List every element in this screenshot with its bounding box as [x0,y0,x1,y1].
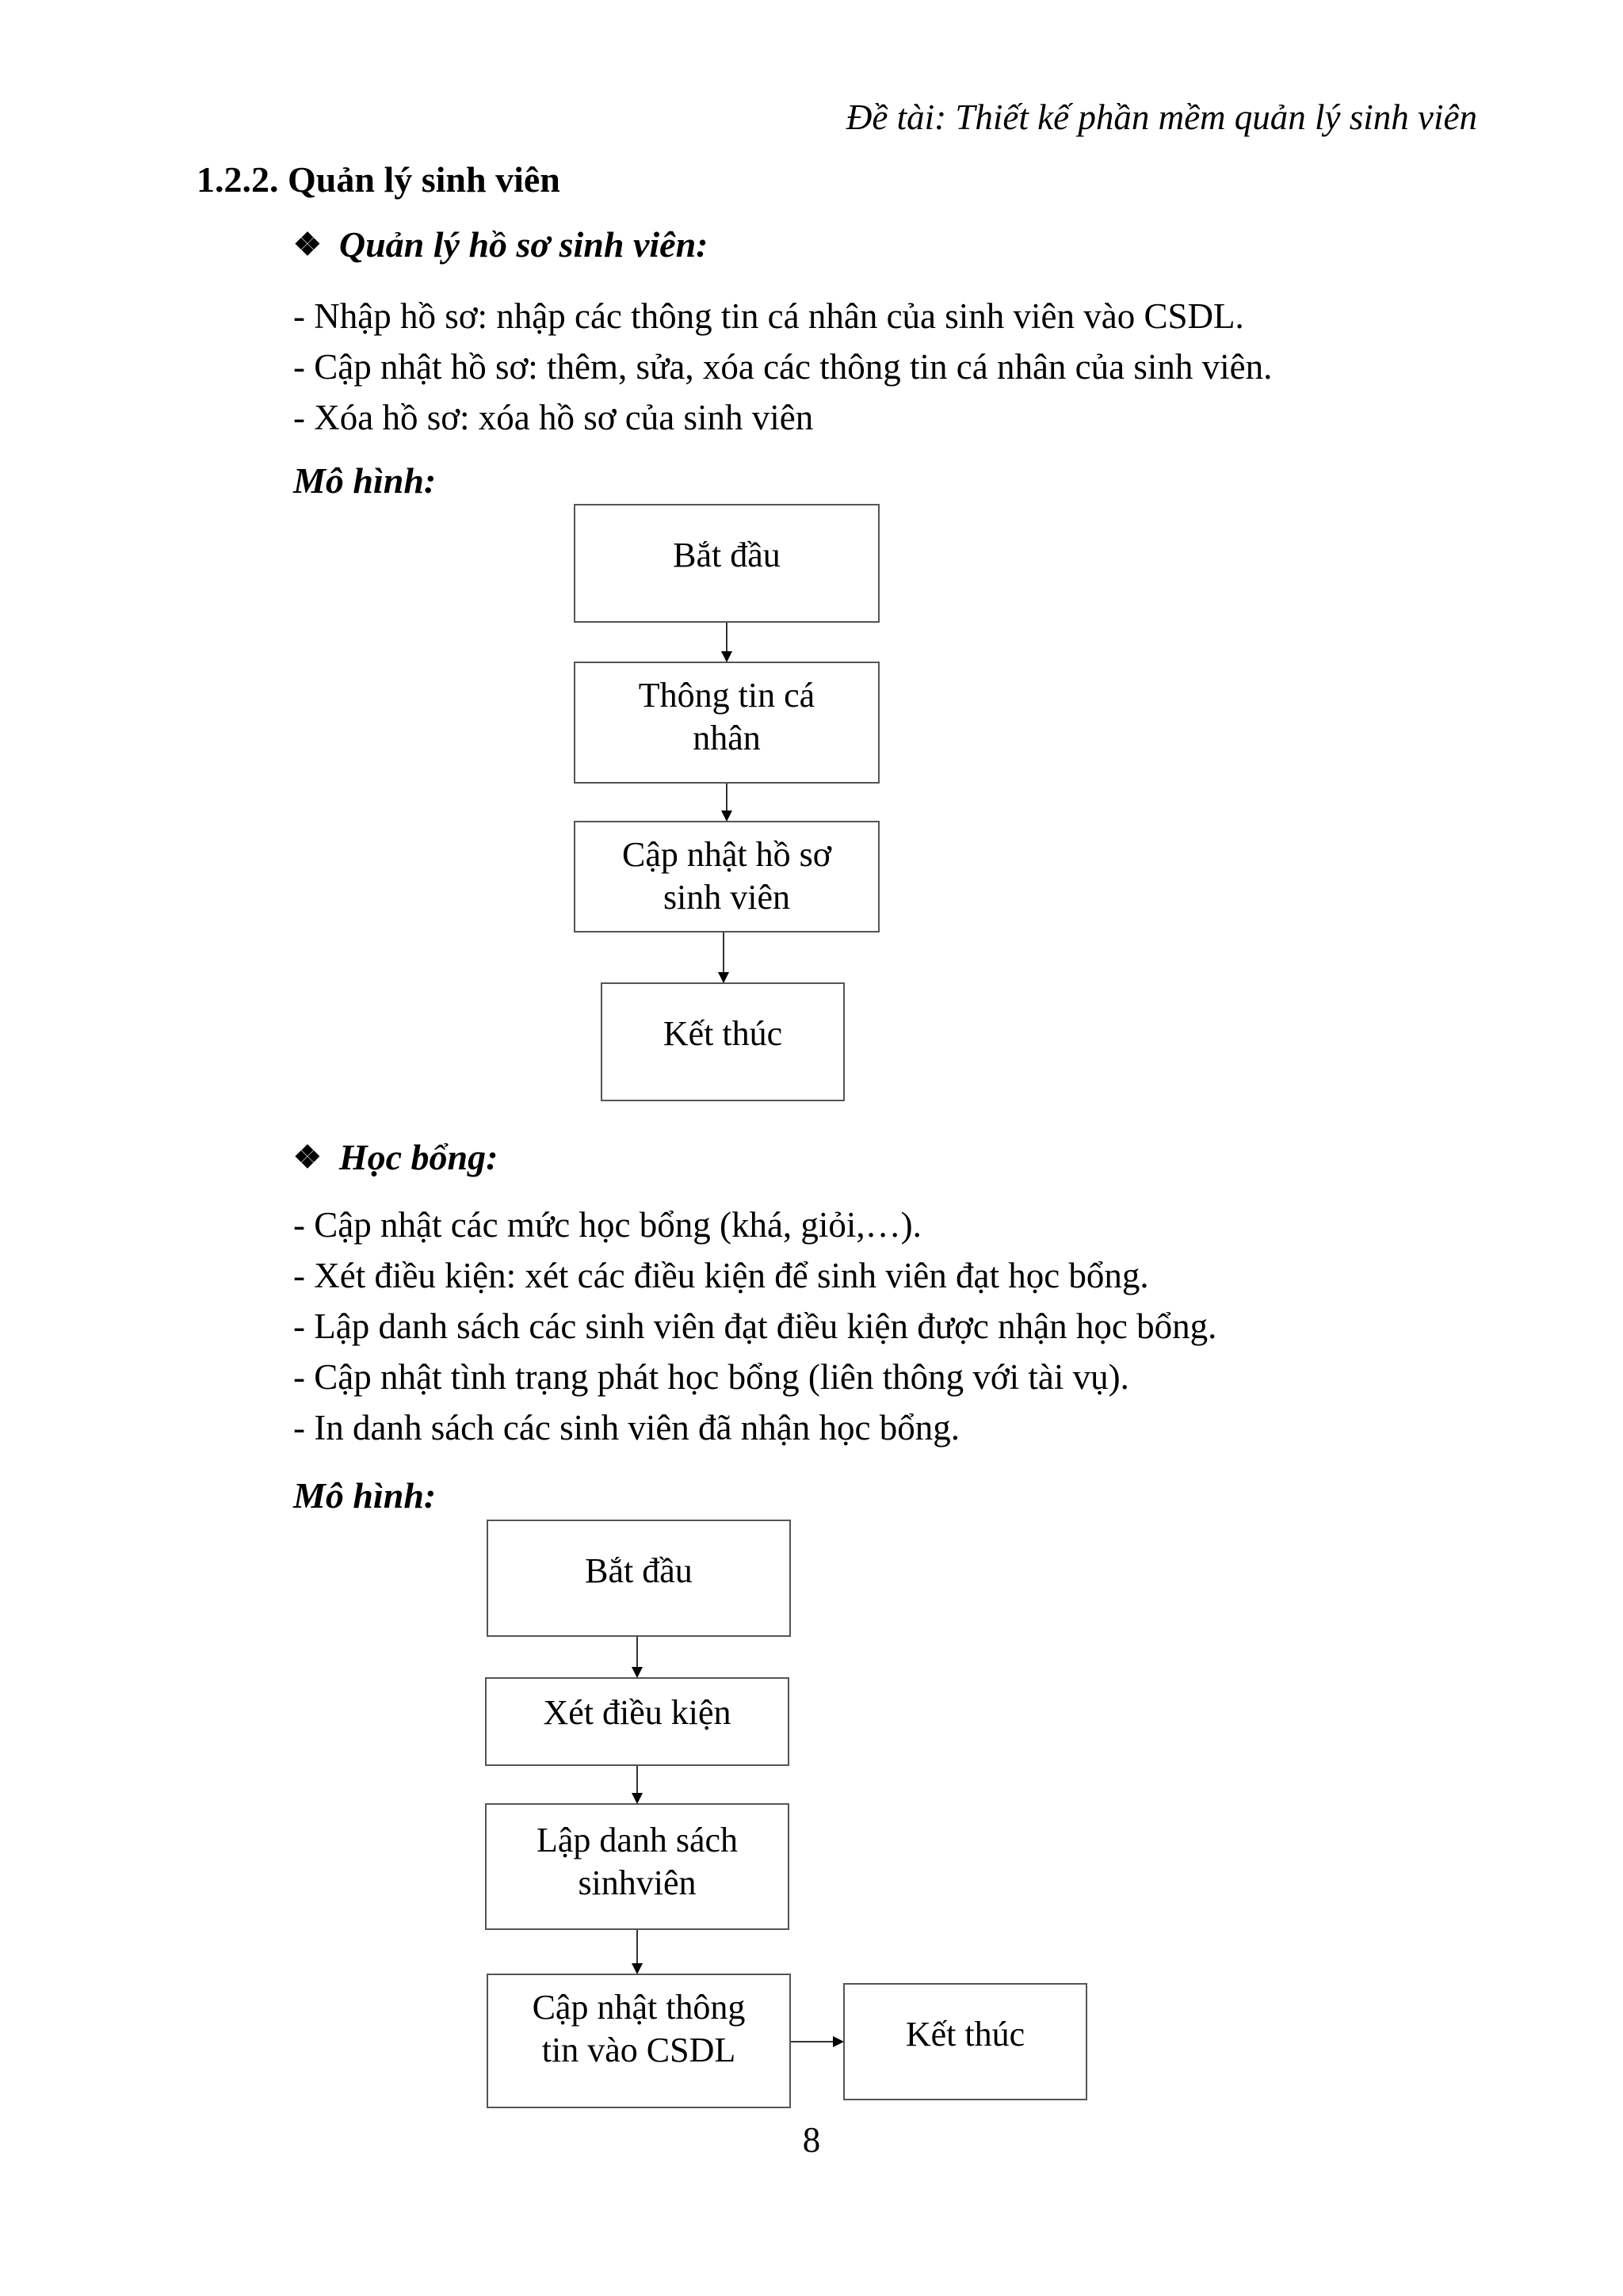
document-header-title: Đề tài: Thiết kế phần mềm quản lý sinh viên [846,97,1477,137]
flow-box-text: sinh viên [663,878,791,917]
scholarship-model-label: Mô hình: [293,1475,437,1516]
flow-box-text: Bắt đầu [585,1551,693,1590]
profiles-model-label: Mô hình: [293,460,437,501]
flow-box-text: sinhviên [578,1863,697,1902]
flow-box-text: Kết thúc [663,1014,783,1053]
diamond-bullet-icon: ❖ [293,1139,322,1175]
scholarship-bullet-item: - In danh sách các sinh viên đã nhận học bổng. [293,1408,960,1447]
flow-box-text: nhân [693,719,761,757]
flow-box-text: Cập nhật hồ sơ [621,835,832,874]
flow-box-text: Kết thúc [905,2015,1025,2054]
diamond-bullet-icon: ❖ [293,227,322,262]
scholarship-subheading-text: Học bổng: [338,1137,498,1177]
flow-box-text: tin vào CSDL [541,2031,736,2069]
section-heading: 1.2.2. Quản lý sinh viên [197,159,560,200]
profiles-bullet-item: - Nhập hồ sơ: nhập các thông tin cá nhân của sinh viên vào CSDL. [293,296,1244,336]
scholarship-bullet-item: - Cập nhật tình trạng phát học bổng (liên thông với tài vụ). [293,1357,1129,1397]
profiles-bullet-item: - Xóa hồ sơ: xóa hồ sơ của sinh viên [293,398,814,437]
flow-box-text: Lập danh sách [536,1821,739,1859]
flow-box-text: Cập nhật thông [532,1988,746,2027]
flow-box-text: Xét điều kiện [543,1693,731,1732]
scholarship-bullet-item: - Cập nhật các mức học bổng (khá, giỏi,…). [293,1205,922,1245]
profiles-bullet-item: - Cập nhật hồ sơ: thêm, sửa, xóa các thông tin cá nhân của sinh viên. [293,347,1273,387]
flow-box-text: Bắt đầu [673,536,781,574]
scholarship-bullet-item: - Xét điều kiện: xét các điều kiện để sinh viên đạt học bổng. [293,1256,1149,1295]
scholarship-bullet-item: - Lập danh sách các sinh viên đạt điều kiện được nhận học bổng. [293,1306,1217,1346]
profiles-subheading-text: Quản lý hồ sơ sinh viên: [338,224,708,265]
flow-box-text: Thông tin cá [638,676,815,715]
page-number: 8 [802,2120,821,2160]
